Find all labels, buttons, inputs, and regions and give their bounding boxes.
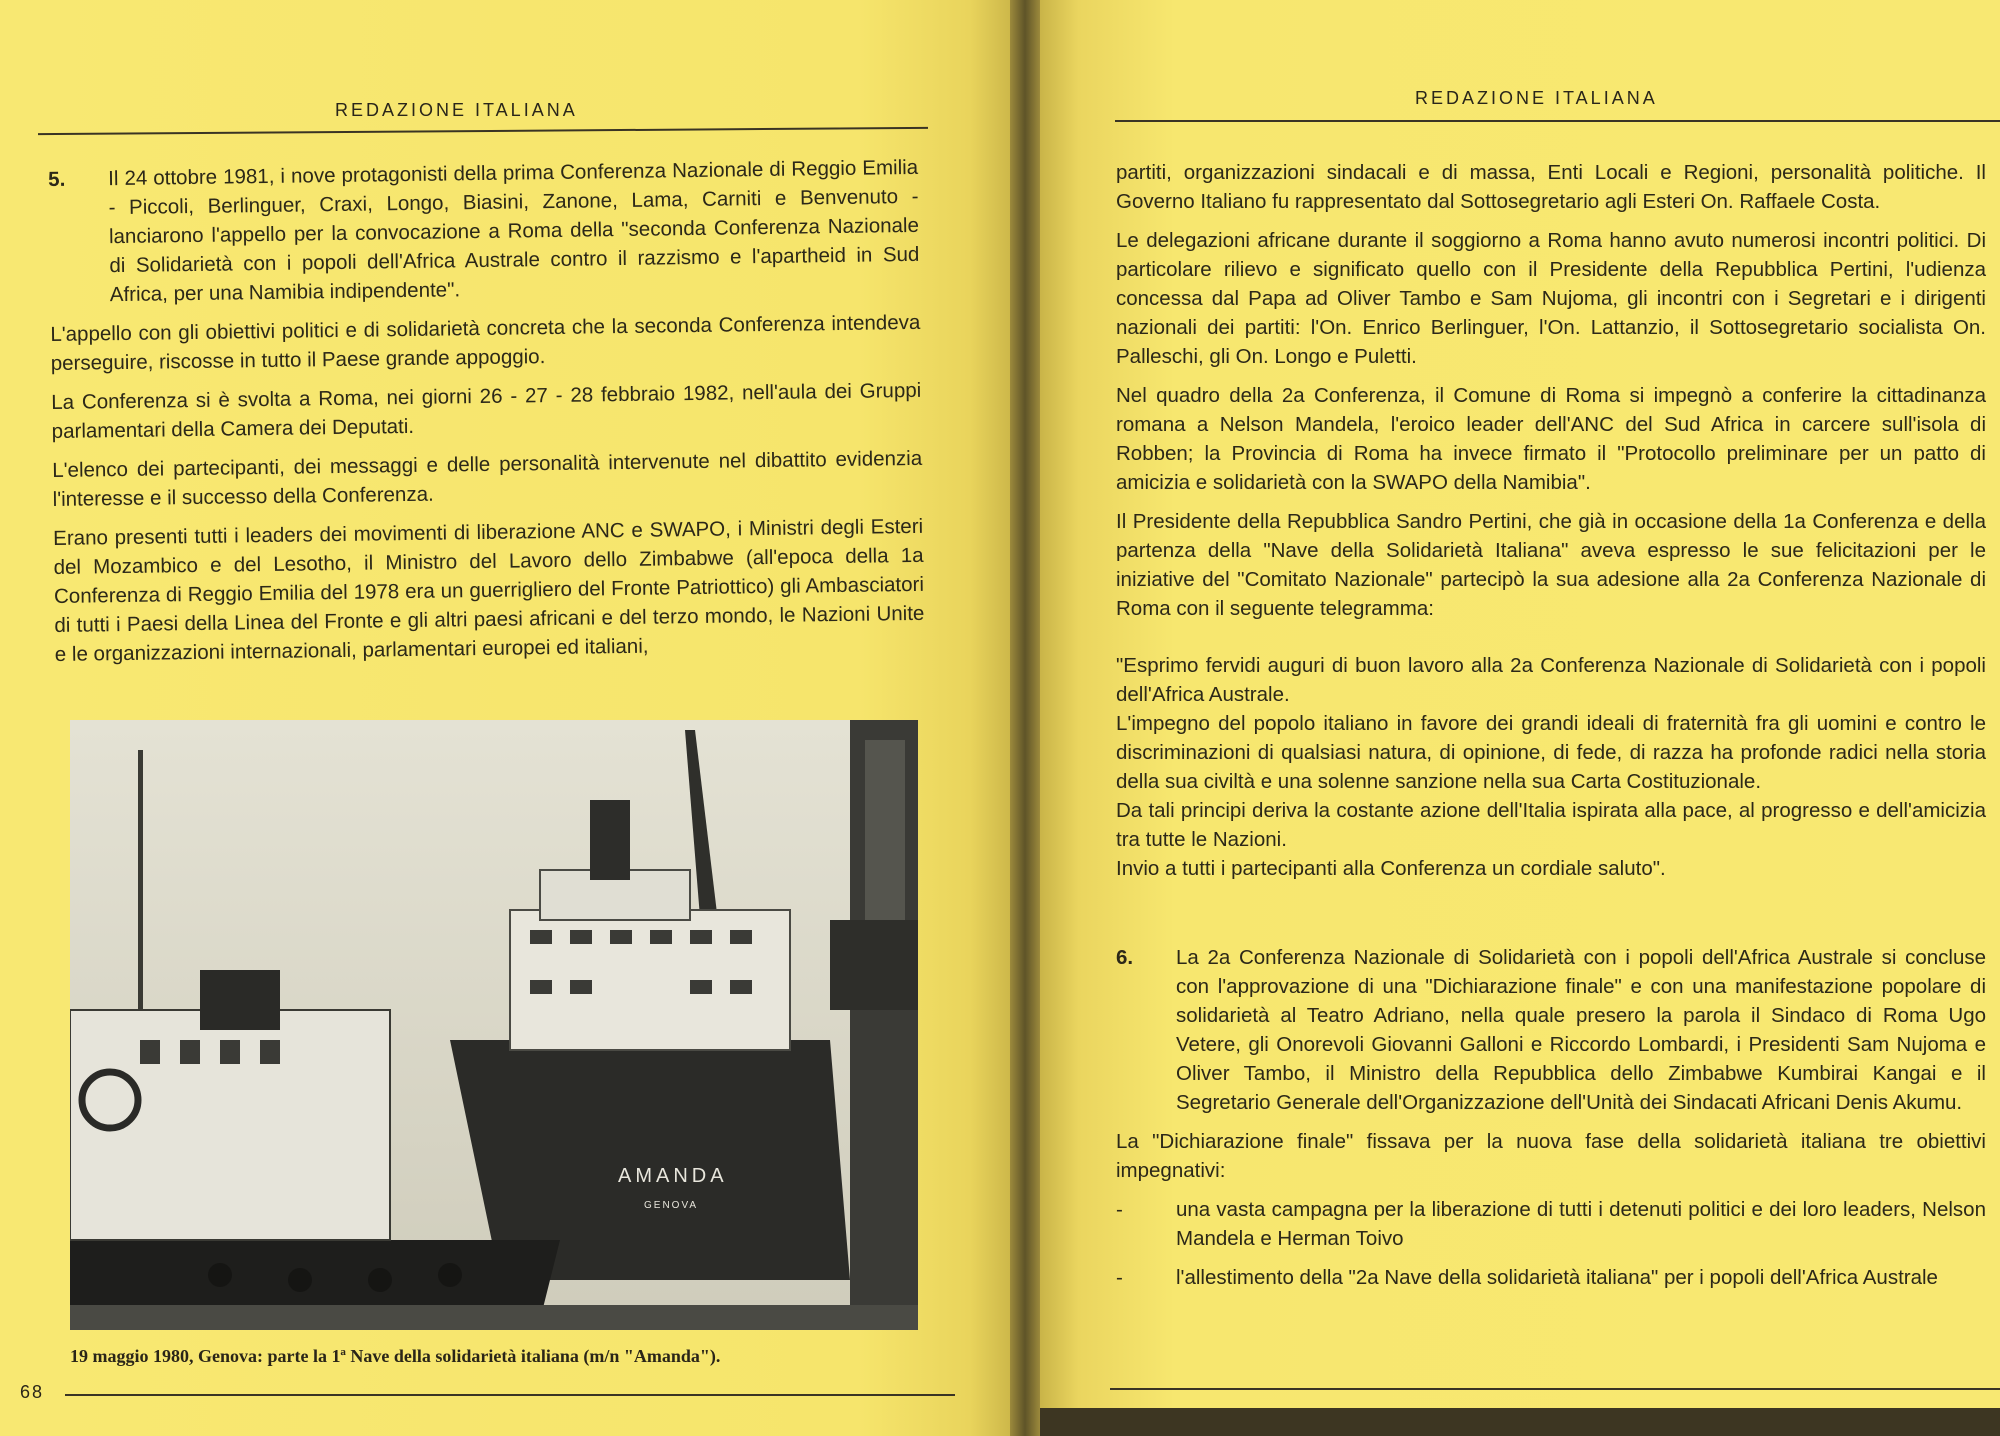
book-gutter [1010,0,1040,1436]
quote-line: Da tali principi deriva la costante azione dell'Italia ispirata alla pace, al progresso e dell'amicizia tra tutte le Nazioni. [1116,799,1986,851]
paragraph-number: 5. [48,167,66,191]
paragraph: La Conferenza si è svolta a Roma, nei giorni 26 - 27 - 28 febbraio 1982, nell'aula dei Gruppi parlamentari della Camera dei Deputati. [51,378,922,443]
ship-photo [70,720,918,1330]
photo-caption: 19 maggio 1980, Genova: parte la 1ª Nave della solidarietà italiana (m/n "Amanda"). [70,1346,721,1366]
ship-port-text: GENOVA [644,1200,699,1211]
right-page [1040,0,2000,1436]
footer-rule [1110,1388,2000,1390]
paragraph-text: Il 24 ottobre 1981, i nove protagonisti della prima Conferenza Nazionale di Reggio Emilia - Piccoli, Berlinguer, Craxi, Longo, Biasini, Zanone, Lama, Carniti e Benvenuto - lanciarono l'appello per la convocazione a Roma della "seconda Conferenza Nazionale di Solidarietà con i popoli dell'Africa Australe contro il razzismo e l'apartheid in Sud Africa, per una Namibia indipendente". [108,155,920,307]
paragraph-5 [48,153,920,310]
telegram-quote [1116,651,1986,883]
bullet-dash: - [1116,1266,1123,1289]
paragraph-number: 6. [1116,946,1134,969]
quote-line: L'impegno del popolo italiano in favore dei grandi ideali di fraternità fra gli uomini e contro le discriminazioni di qualsiasi natura, di opinione, di fede, di razza ha profonde radici nella storia della sua civiltà e una solenne sanzione nella sua Carta Costituzionale. [1116,712,1986,793]
list-item-text: l'allestimento della "2a Nave della solidarietà italiana" per i popoli dell'Africa Australe [1176,1266,1938,1289]
left-body-text [48,153,925,679]
paragraph: Il Presidente della Repubblica Sandro Pertini, che già in occasione della 1a Conferenza e della partenza della "Nave della Solidarietà Italiana" aveva espresso le sue felicitazioni per le iniziative del "Comitato Nazionale" partecipò la sua adesione alla 2a Conferenza Nazionale di Roma con il seguente telegramma: [1116,510,1986,620]
paragraph-6 [1116,943,1986,1117]
objectives-list [1116,1195,1986,1292]
paragraph: Nel quadro della 2a Conferenza, il Comune di Roma si impegnò a conferire la cittadinanza romana a Nelson Mandela, l'eroico leader dell'ANC del Sud Africa in carcere sull'isola di Robben; la Provincia di Roma ha invece firmato il "Protocollo preliminare per un patto di amicizia e solidarietà con la SWAPO della Namibia". [1116,384,1986,494]
list-item-text: una vasta campagna per la liberazione di tutti i detenuti politici e dei loro leaders, Nelson Mandela e Herman Toivo [1176,1198,1986,1250]
ship-photo-illustration [70,720,918,1330]
right-body-text [1116,158,1986,1302]
header-rule [38,127,928,135]
list-item [1116,1195,1986,1253]
header-rule [1115,120,2000,122]
paragraph-text: La 2a Conferenza Nazionale di Solidarietà con i popoli dell'Africa Australe si concluse con l'approvazione di una "Dichiarazione finale" e con una manifestazione popolare di solidarietà al Teatro Adriano, nella quale presero la parola il Sindaco di Roma Ugo Vetere, gli Onorevoli Giovanni Galloni e Riccordo Lombardi, i Presidenti Sam Nujoma e Oliver Tambo, il Ministro della Repubblica dello Zimbabwe Kumbirai Kangai e il Segretario Generale dell'Organizzazione dell'Unità dei Sindacati Africani Denis Akumu. [1176,946,1986,1114]
running-head: REDAZIONE ITALIANA [1415,88,1658,108]
paragraph: Le delegazioni africane durante il soggiorno a Roma hanno avuto numerosi incontri politici. Di particolare rilievo e significato quello con il Presidente della Repubblica Pertini, l'udienza concessa dal Papa ad Oliver Tambo e Sam Nujoma, gli incontri con i Segretari e i dirigenti nazionali dei partiti: l'On. Enrico Berlinguer, l'On. Lattanzio, il Sottosegretario socialista On. Palleschi, gli On. Longo e Puletti. [1116,229,1986,368]
paragraph: partiti, organizzazioni sindacali e di massa, Enti Locali e Regioni, personalità politiche. Il Governo Italiano fu rappresentato dal Sottosegretario agli Esteri On. Raffaele Costa. [1116,161,1986,213]
paragraph: L'elenco dei partecipanti, dei messaggi e delle personalità intervenute nel dibattito evidenzia l'interesse e il successo della Conferenza. [52,446,923,511]
ship-name-text: AMANDA [618,1165,728,1187]
paragraph: L'appello con gli obiettivi politici e di solidarietà concreta che la seconda Conferenza intendeva perseguire, riscosse in tutto il Paese grande appoggio. [50,310,921,375]
paragraph: La "Dichiarazione finale" fissava per la nuova fase della solidarietà italiana tre obiettivi impegnativi: [1116,1130,1986,1182]
quote-line: "Esprimo fervidi auguri di buon lavoro alla 2a Conferenza Nazionale di Solidarietà con i popoli dell'Africa Australe. [1116,654,1986,706]
footer-rule [65,1394,955,1396]
list-item [1116,1263,1986,1292]
quote-line: Invio a tutti i partecipanti alla Conferenza un cordiale saluto". [1116,857,1666,880]
page-edge-shadow [1040,1408,2000,1436]
paragraph: Erano presenti tutti i leaders dei movimenti di liberazione ANC e SWAPO, i Ministri degli Esteri del Mozambico e del Lesotho, il Ministro del Lavoro dello Zimbabwe (all'epoca della 1a Conferenza di Reggio Emilia del 1978 era un guerrigliero del Fronte Patriottico) gli Ambasciatori di tutti i Paesi della Linea del Fronte e gli altri paesi africani e del terzo mondo, le Nazioni Unite e le organizzazioni internazionali, parlamentari europei ed italiani, [53,514,925,666]
bullet-dash: - [1116,1198,1123,1221]
running-head: REDAZIONE ITALIANA [335,100,578,120]
page-number: 68 [20,1382,45,1402]
